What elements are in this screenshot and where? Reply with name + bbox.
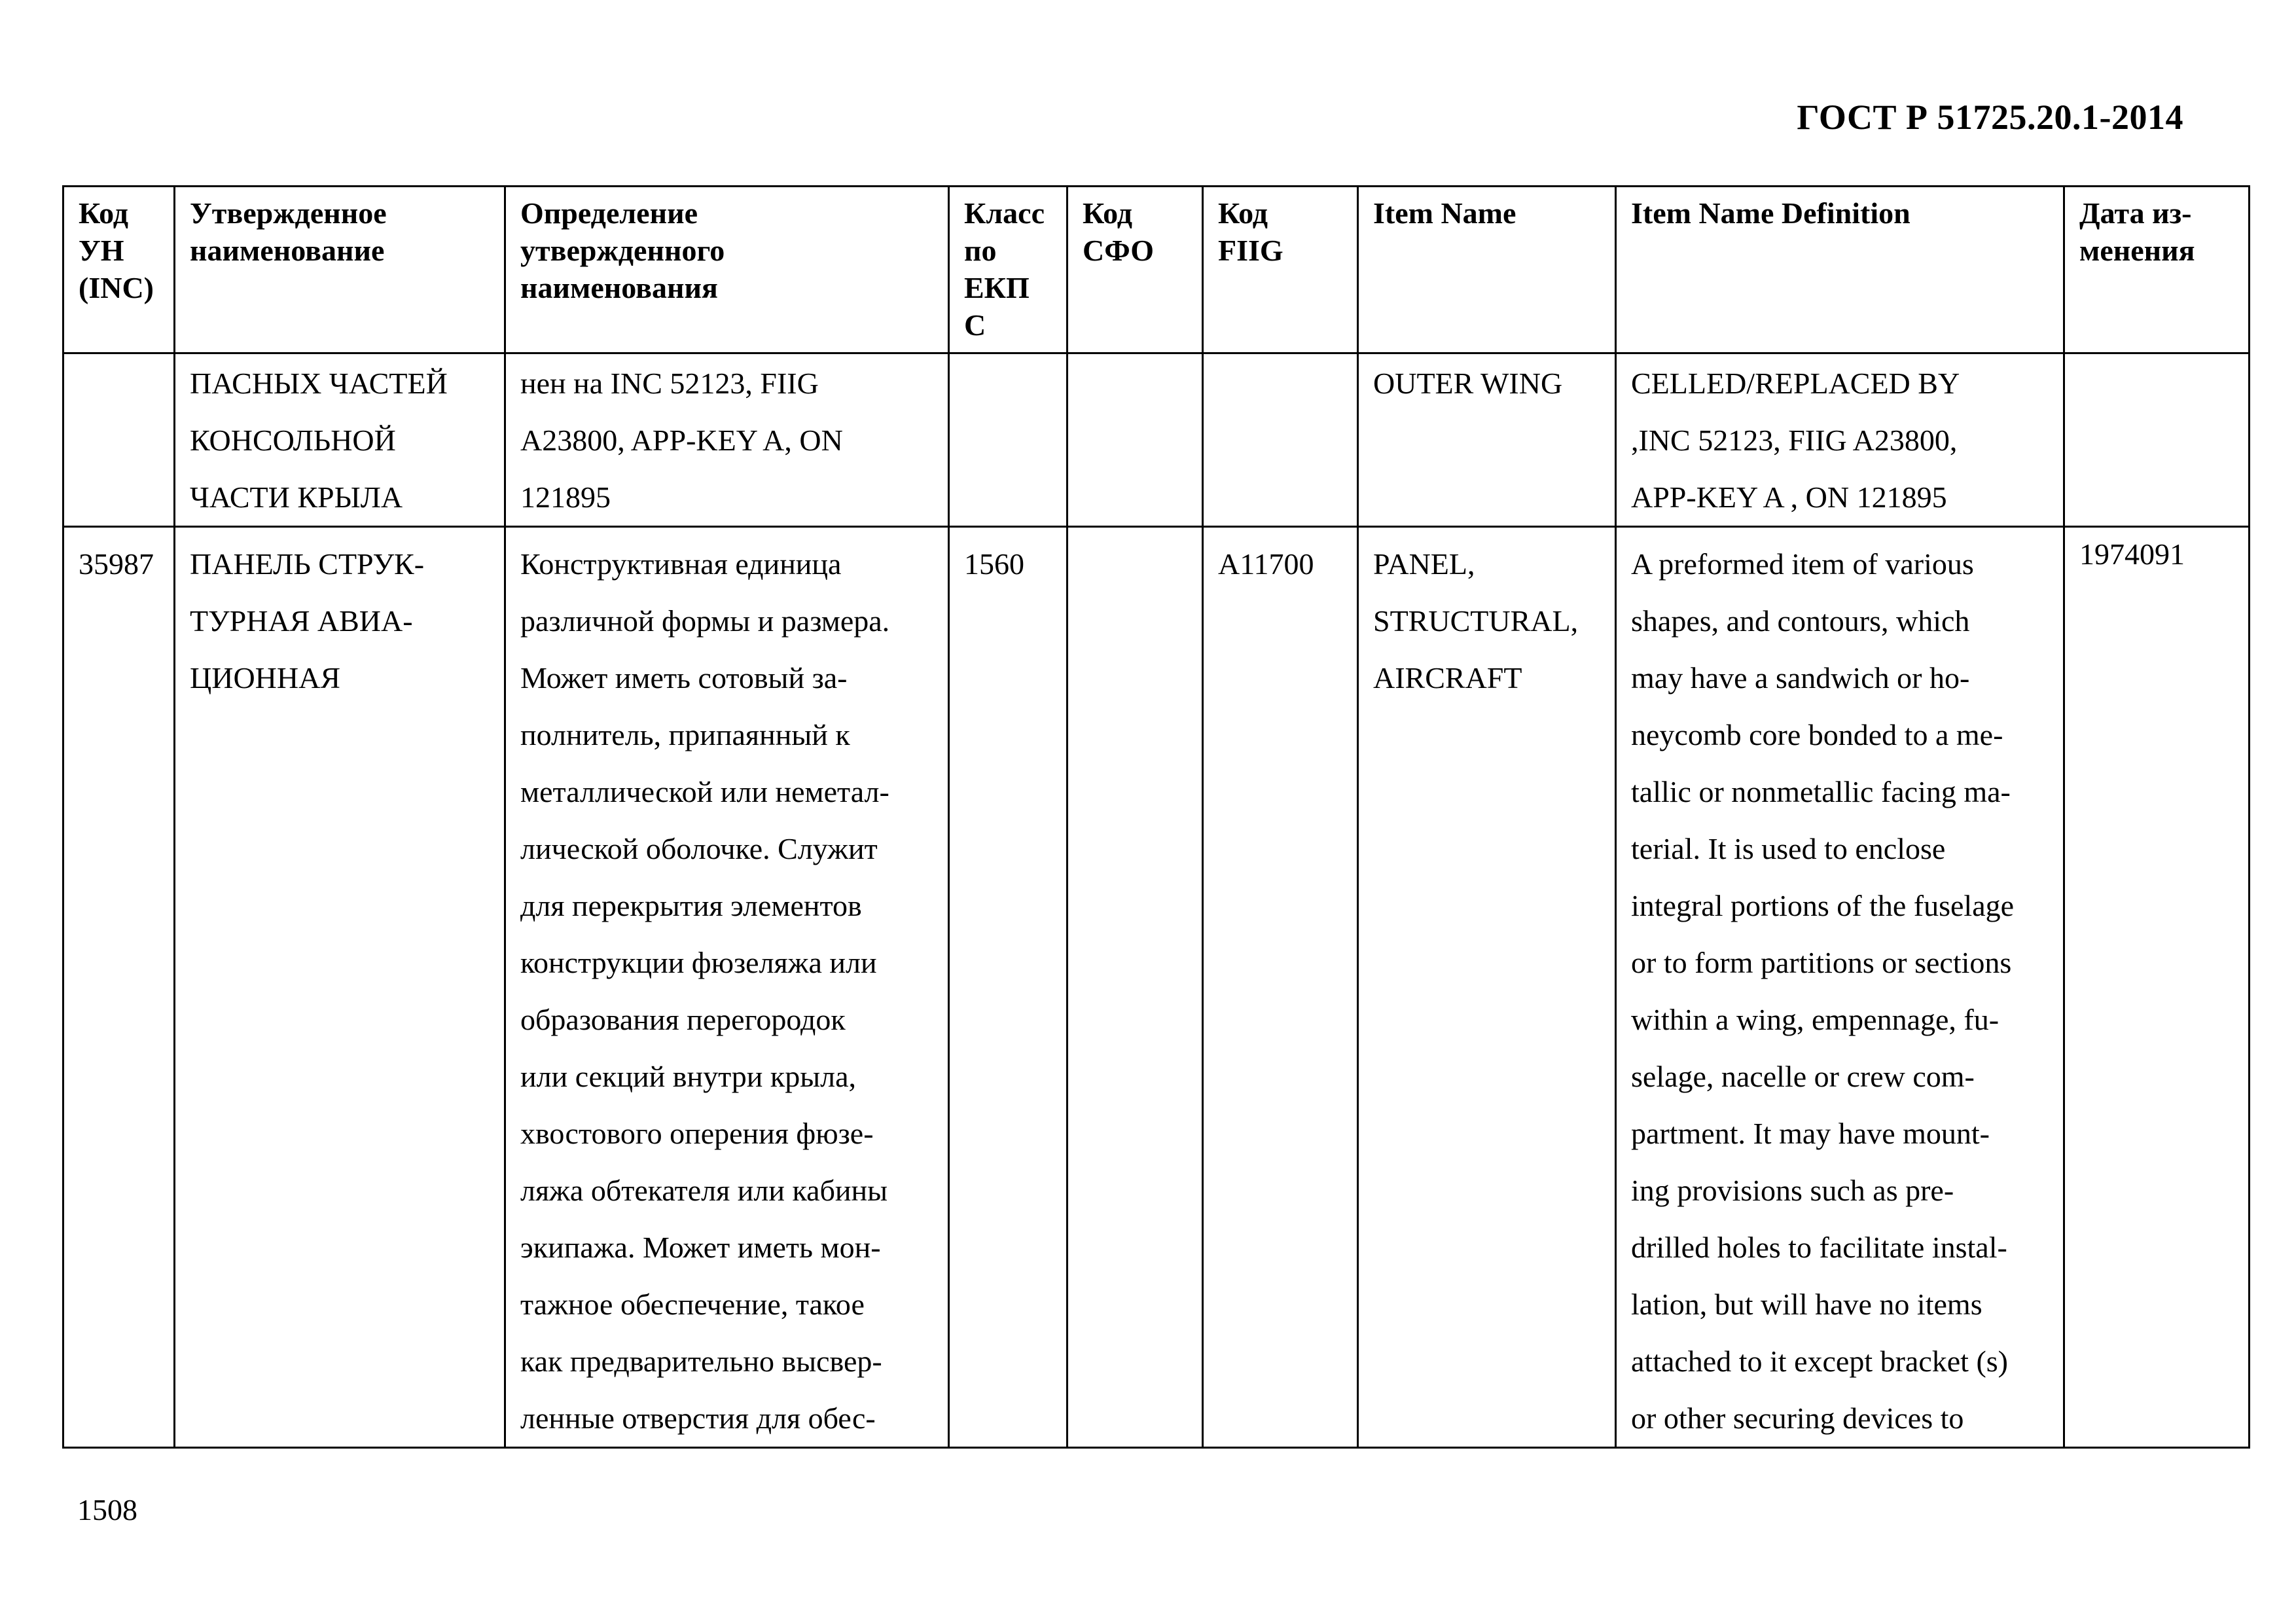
cell-approved-name: ПАНЕЛЬ СТРУК- ТУРНАЯ АВИА- ЦИОННАЯ	[175, 527, 505, 1448]
cell-fiig: A11700	[1203, 527, 1358, 1448]
col-header-definition: Определение утвержденного наименования	[505, 187, 949, 353]
cell-sfo	[1067, 353, 1203, 527]
cell-item-definition: CELLED/REPLACED BY ,INC 52123, FIIG A23800, APP-KEY A , ON 121895	[1616, 353, 2064, 527]
col-header-fiig: Код FIIG	[1203, 187, 1358, 353]
cell-sfo	[1067, 527, 1203, 1448]
cell-definition: Конструктивная единица различной формы и размера. Может иметь сотовый за- полнитель, припаянный к металлической или неметал- лической оболочке. Служит для перекрытия элементов конструкции фюзеляжа или образования перегородок или секций внутри крыла, хвостового оперения фюзе- ляжа обтекателя или кабины экипажа. Может иметь мон- тажное обеспечение, такое как предварительно высвер- ленные отверстия для обес-	[505, 527, 949, 1448]
cell-definition: нен на INC 52123, FIIG A23800, APP-KEY A, ON 121895	[505, 353, 949, 527]
col-header-sfo: Код СФО	[1067, 187, 1203, 353]
table-row	[63, 527, 2250, 1448]
table-header-row	[63, 187, 2250, 353]
page-number: 1508	[77, 1493, 137, 1526]
col-header-approved-name: Утвержденное наименование	[175, 187, 505, 353]
document-code: ГОСТ Р 51725.20.1-2014	[1797, 98, 2183, 137]
cell-inc	[63, 353, 175, 527]
col-header-item-definition: Item Name Definition	[1616, 187, 2064, 353]
cell-item-definition: A preformed item of various shapes, and contours, which may have a sandwich or ho- neycomb core bonded to a me- tallic or nonmetallic facing ma- terial. It is used to enclose integral portions of the fuselage or to form partitions or sections within a wing, empennage, fu- selage, nacelle or crew com- partment. It may have mount- ing provisions such as pre- drilled holes to facilitate instal- lation, but will have no items attached to it except bracket (s) or other securing devices to	[1616, 527, 2064, 1448]
col-header-date: Дата из- менения	[2064, 187, 2250, 353]
cell-date	[2064, 353, 2250, 527]
cell-approved-name: ПАСНЫХ ЧАСТЕЙ КОНСОЛЬНОЙ ЧАСТИ КРЫЛА	[175, 353, 505, 527]
cell-inc: 35987	[63, 527, 175, 1448]
cell-date: 1974091	[2064, 527, 2250, 1448]
col-header-item-name: Item Name	[1358, 187, 1616, 353]
cell-item-name: OUTER WING	[1358, 353, 1616, 527]
cell-item-name: PANEL, STRUCTURAL, AIRCRAFT	[1358, 527, 1616, 1448]
table-row	[63, 353, 2250, 527]
cell-class	[949, 353, 1067, 527]
cell-class: 1560	[949, 527, 1067, 1448]
item-names-table	[62, 185, 2250, 1449]
cell-fiig	[1203, 353, 1358, 527]
col-header-inc: Код УН (INC)	[63, 187, 175, 353]
col-header-class: Класс по ЕКП С	[949, 187, 1067, 353]
